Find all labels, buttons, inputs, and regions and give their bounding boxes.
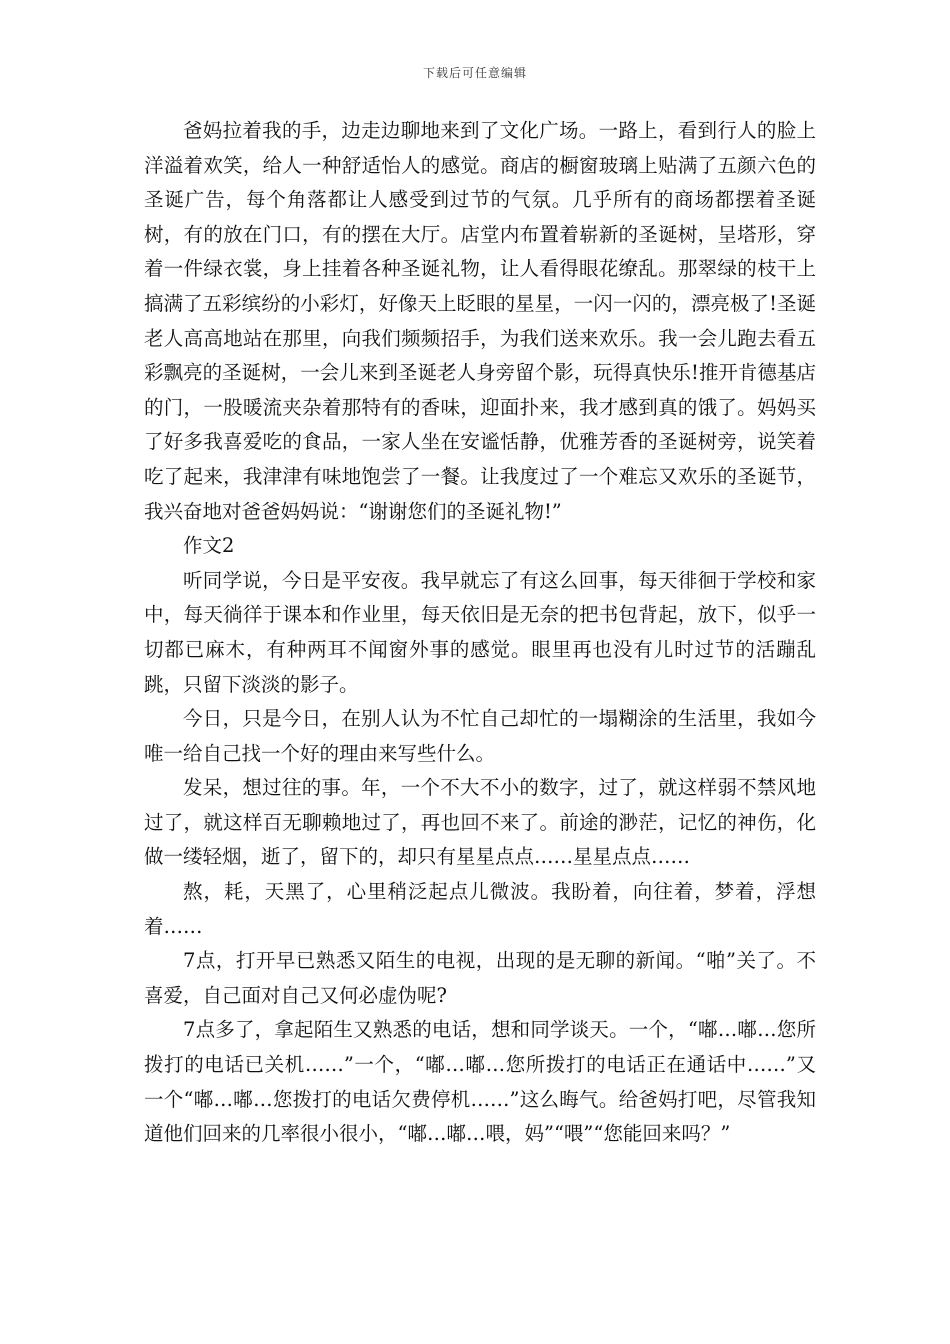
paragraph-daydream: 发呆，想过往的事。年，一个不大不小的数字，过了，就这样弱不禁风地过了，就这样百无聊赖地过了，再也回不来了。前途的渺茫，记忆的神伤，化做一缕轻烟，逝了，留下的，却只有星星点点……星星点点…… bbox=[144, 776, 816, 869]
page-header: 下载后可任意编辑 bbox=[422, 66, 527, 80]
paragraph-dark-night: 熬，耗，天黑了，心里稍泛起点儿微波。我盼着，向往着，梦着，浮想着…… bbox=[144, 880, 816, 938]
paragraph-tv: 7点，打开早已熟悉又陌生的电视，出现的是无聊的新闻。“啪”关了。不喜爱，自己面对自己又何必虚伪呢? bbox=[144, 949, 816, 1007]
paragraph-christmas-story: 爸妈拉着我的手，边走边聊地来到了文化广场。一路上，看到行人的脸上洋溢着欢笑，给人一种舒适怡人的感觉。商店的橱窗玻璃上贴满了五颜六色的圣诞广告，每个角落都让人感受到过节的气氛。几乎所有的商场都摆着圣诞树，有的放在门口，有的摆在大厅。店堂内布置着崭新的圣诞树，呈塔形，穿着一件绿衣裳，身上挂着各种圣诞礼物，让人看得眼花缭乱。那翠绿的枝干上搞满了五彩缤纷的小彩灯，好像天上眨眼的星星，一闪一闪的，漂亮极了!圣诞老人高高地站在那里，向我们频频招手，为我们送来欢乐。我一会儿跑去看五彩飘亮的圣诞树，一会儿来到圣诞老人身旁留个影，玩得真快乐!推开肯德基店的门，一股暖流夹杂着那特有的香味，迎面扑来，我才感到真的饿了。妈妈买了好多我喜爱吃的食品，一家人坐在安谧恬静，优雅芳香的圣诞树旁，说笑着吃了起来，我津津有味地饱尝了一餐。让我度过了一个难忘又欢乐的圣诞节，我兴奋地对爸爸妈妈说：“谢谢您们的圣诞礼物!” bbox=[144, 119, 816, 523]
paragraph-christmas-eve: 听同学说，今日是平安夜。我早就忘了有这么回事，每天徘徊于学校和家中，每天徜徉于课本和作业里，每天依旧是无奈的把书包背起，放下，似乎一切都已麻木，有种两耳不闻窗外事的感觉。眼里再也没有儿时过节的活蹦乱跳，只留下淡淡的影子。 bbox=[144, 568, 816, 696]
section-heading-essay-2: 作文2 bbox=[183, 534, 235, 558]
document-body bbox=[144, 114, 816, 1152]
paragraph-phone-calls: 7点多了，拿起陌生又熟悉的电话，想和同学谈天。一个，“嘟…嘟…您所拨打的电话已关机……”一个，“嘟…嘟…您所拨打的电话正在通话中……”又一个“嘟…嘟…您拨打的电话欠费停机……”这么晦气。给爸妈打吧，尽管我知道他们回来的几率很小很小，“嘟…嘟…喂，妈”“喂”“您能回来吗？” bbox=[144, 1018, 816, 1146]
paragraph-today: 今日，只是今日，在别人认为不忙自己却忙的一塌糊涂的生活里，我如今唯一给自己找一个好的理由来写些什么。 bbox=[144, 707, 816, 765]
